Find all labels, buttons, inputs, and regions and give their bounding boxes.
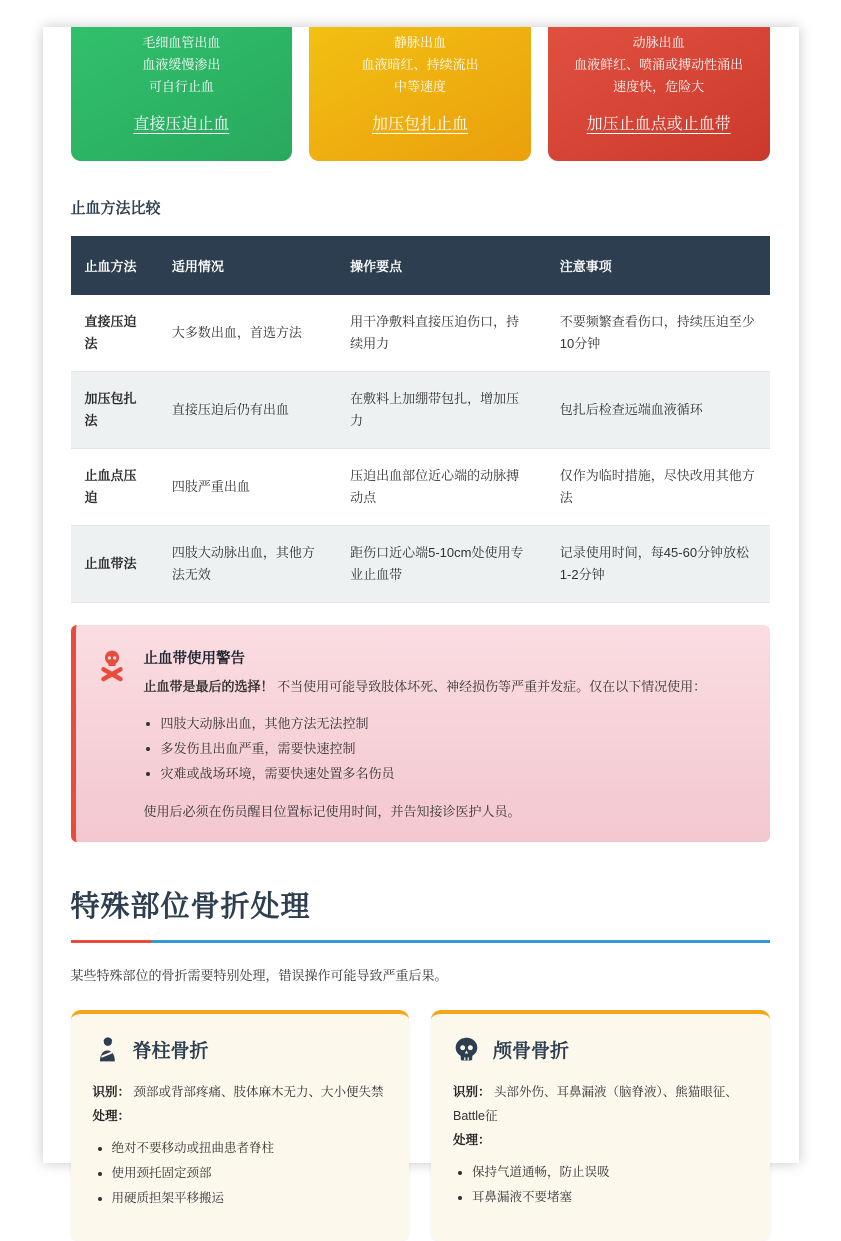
recognize-text: 颈部或背部疼痛、肢体麻木无力、大小便失禁	[133, 1085, 384, 1099]
fracture-card-spine	[71, 1010, 410, 1241]
bleeding-card-arterial	[548, 27, 770, 161]
table-cell: 大多数出血，首选方法	[158, 295, 336, 372]
fracture-card-header	[93, 1036, 388, 1063]
divider-blue-segment	[151, 940, 770, 943]
person-injured-icon	[93, 1036, 120, 1063]
handle-step-list	[93, 1136, 388, 1211]
fracture-card-title: 脊柱骨折	[132, 1041, 209, 1062]
bleeding-card-line: 动脉出血	[632, 35, 685, 50]
table-cell: 直接压迫后仍有出血	[158, 372, 336, 449]
skull-crossbones-icon	[96, 649, 128, 820]
table-row	[71, 526, 770, 603]
table-cell: 距伤口近心端5-10cm处使用专业止血带	[336, 526, 546, 603]
warning-lead-bold: 止血带是最后的选择！	[143, 679, 274, 694]
section-title: 特殊部位骨折处理	[70, 891, 311, 923]
bleeding-card-line: 中等速度	[394, 79, 447, 94]
recognize-label: 识别：	[92, 1085, 131, 1099]
warning-bullet: • 四肢大动脉出血，其他方法无法控制	[161, 711, 707, 736]
handle-label: 处理：	[92, 1109, 131, 1123]
fracture-card-skull	[431, 1010, 770, 1241]
table-cell: 仅作为临时措施，尽快改用其他方法	[546, 449, 770, 526]
column-header: 注意事项	[546, 236, 770, 295]
table-cell: 不要频繁查看伤口，持续压迫至少10分钟	[546, 295, 770, 372]
table-row	[71, 372, 770, 449]
table-cell: 加压包扎法	[71, 372, 158, 449]
skull-icon	[453, 1036, 480, 1063]
bleeding-card-line: 静脉出血	[394, 35, 447, 50]
warning-note: 使用后必须在伤员醒目位置标记使用时间，并告知接诊医护人员。	[143, 804, 521, 819]
hemostasis-comparison-table	[71, 236, 770, 603]
table-cell: 四肢严重出血	[158, 449, 336, 526]
bleeding-method-label: 直接压迫止血	[133, 116, 230, 133]
fracture-cards	[71, 1010, 770, 1241]
table-cell: 止血点压迫	[71, 449, 158, 526]
table-cell: 四肢大动脉出血，其他方法无效	[158, 526, 336, 603]
table-cell: 包扎后检查远端血液循环	[546, 372, 770, 449]
warning-title: 止血带使用警告	[143, 651, 245, 667]
bleeding-card-line: 可自行止血	[148, 79, 214, 94]
column-header: 操作要点	[336, 236, 546, 295]
bleeding-card-line: 血液缓慢渗出	[142, 57, 221, 72]
bleeding-card-line: 血液鲜红、喷涌或搏动性涌出	[574, 57, 744, 72]
tourniquet-warning-box	[71, 625, 770, 842]
bleeding-card-venous	[309, 27, 531, 161]
recognize-line	[93, 1080, 388, 1104]
handle-step: • 保持气道通畅，防止误吸	[472, 1160, 748, 1185]
bleeding-card-capillary	[71, 27, 293, 161]
table-cell: 止血带法	[71, 526, 158, 603]
warning-content	[144, 645, 707, 820]
bleeding-method-label: 加压止血点或止血带	[586, 116, 731, 133]
divider-red-segment	[71, 940, 151, 943]
section-intro: 某些特殊部位的骨折需要特别处理，错误操作可能导致严重后果。	[70, 968, 448, 983]
handle-step: • 用硬质担架平移搬运	[112, 1186, 388, 1211]
recognize-text: 头部外伤、耳鼻漏液（脑脊液）、熊猫眼征、Battle征	[453, 1085, 738, 1123]
handle-line	[453, 1128, 748, 1152]
handle-line	[93, 1104, 388, 1128]
table-cell: 压迫出血部位近心端的动脉搏动点	[336, 449, 546, 526]
column-header: 适用情况	[158, 236, 336, 295]
table-cell: 用干净敷料直接压迫伤口，持续用力	[336, 295, 546, 372]
table-row	[71, 295, 770, 372]
warning-lead-rest: 不当使用可能导致肢体坏死、神经损伤等严重并发症。仅在以下情况使用：	[277, 679, 707, 694]
comparison-heading: 止血方法比较	[70, 200, 161, 217]
bleeding-card-line: 血液暗红、持续流出	[361, 57, 479, 72]
warning-bullet: • 多发伤且出血严重，需要快速控制	[161, 736, 707, 761]
fracture-card-title: 颅骨骨折	[493, 1041, 570, 1062]
handle-step-list	[453, 1160, 748, 1210]
bleeding-card-line: 毛细血管出血	[142, 35, 221, 50]
recognize-line	[453, 1080, 748, 1128]
fracture-card-header	[453, 1036, 748, 1063]
table-cell: 直接压迫法	[71, 295, 158, 372]
column-header: 止血方法	[71, 236, 158, 295]
handle-label: 处理：	[453, 1133, 491, 1147]
table-row	[71, 449, 770, 526]
handle-step: • 绝对不要移动或扭曲患者脊柱	[112, 1136, 388, 1161]
bleeding-card-line: 速度快，危险大	[613, 79, 705, 94]
section-divider	[71, 940, 770, 943]
table-header-row	[71, 236, 770, 295]
warning-bullet: • 灾难或战场环境，需要快速处置多名伤员	[161, 761, 707, 786]
handle-step: • 耳鼻漏液不要堵塞	[472, 1185, 748, 1210]
warning-lead	[144, 676, 707, 698]
document-page	[43, 27, 799, 1205]
table-cell: 记录使用时间，每45-60分钟放松1-2分钟	[546, 526, 770, 603]
handle-step: • 使用颈托固定颈部	[112, 1161, 388, 1186]
recognize-label: 识别：	[453, 1085, 491, 1099]
bleeding-type-cards	[71, 27, 770, 161]
bleeding-method-label: 加压包扎止血	[372, 116, 469, 133]
table-cell: 在敷料上加绷带包扎，增加压力	[336, 372, 546, 449]
warning-bullet-list	[144, 711, 707, 786]
